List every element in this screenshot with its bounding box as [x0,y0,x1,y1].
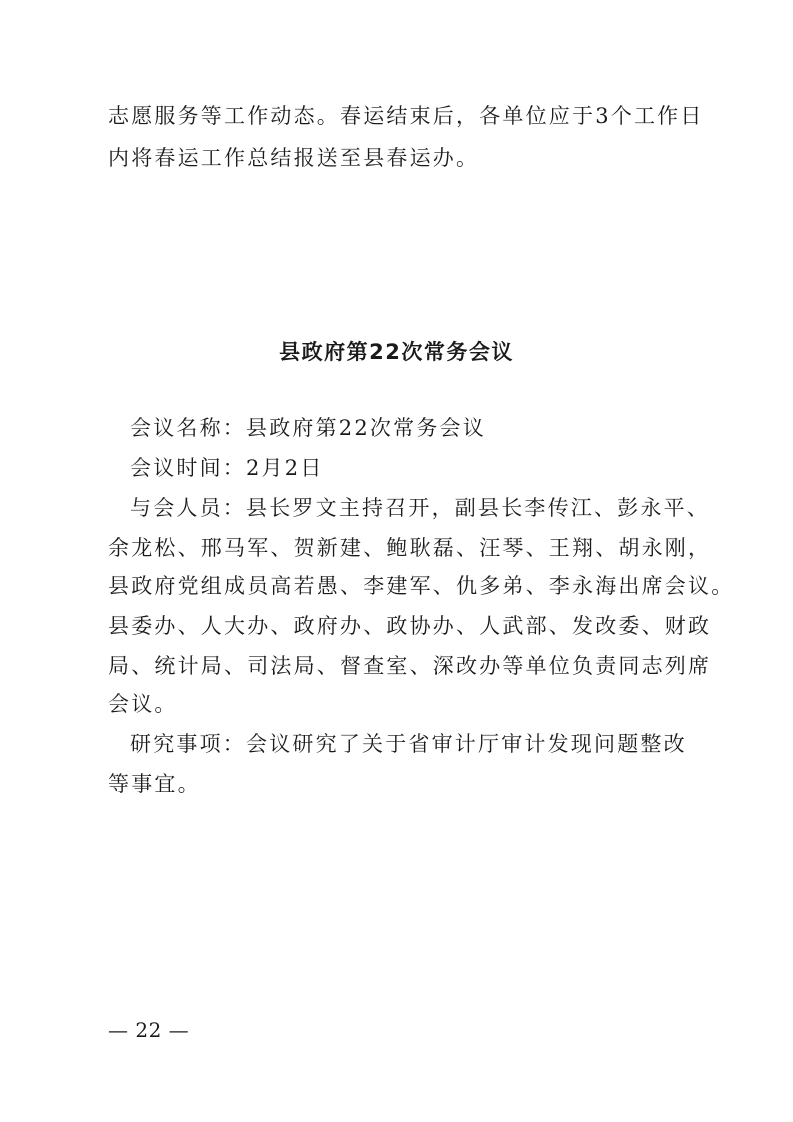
agenda-line: 等事宜。 [108,772,201,796]
agenda-line: 研究事项：会议研究了关于省审计厅审计发现问题整改 [130,732,687,756]
attendees-line: 局、统计局、司法局、督查室、深改办等单位负责同志列席 [108,654,712,678]
attendees-line: 县政府党组成员高若愚、李建军、仇多弟、李永海出席会议。 [108,574,735,598]
meeting-name-line: 会议名称：县政府第22次常务会议 [130,416,486,440]
attendees-line: 县委办、人大办、政府办、政协办、人武部、发改委、财政 [108,614,712,638]
meeting-time-line: 会议时间：2月2日 [130,456,324,480]
attendees-line: 会议。 [108,692,178,716]
attendees-line: 余龙松、邢马军、贺新建、鲍耿磊、汪琴、王翔、胡永刚， [108,536,712,560]
meeting-title: 县政府第22次常务会议 [279,340,514,364]
paragraph-line: 内将春运工作总结报送至县春运办。 [108,146,480,170]
paragraph-line: 志愿服务等工作动态。春运结束后，各单位应于3个工作日 [108,104,704,128]
page-number: — 22 — [108,1018,190,1042]
attendees-line: 与会人员：县长罗文主持召开，副县长李传江、彭永平、 [130,496,710,520]
